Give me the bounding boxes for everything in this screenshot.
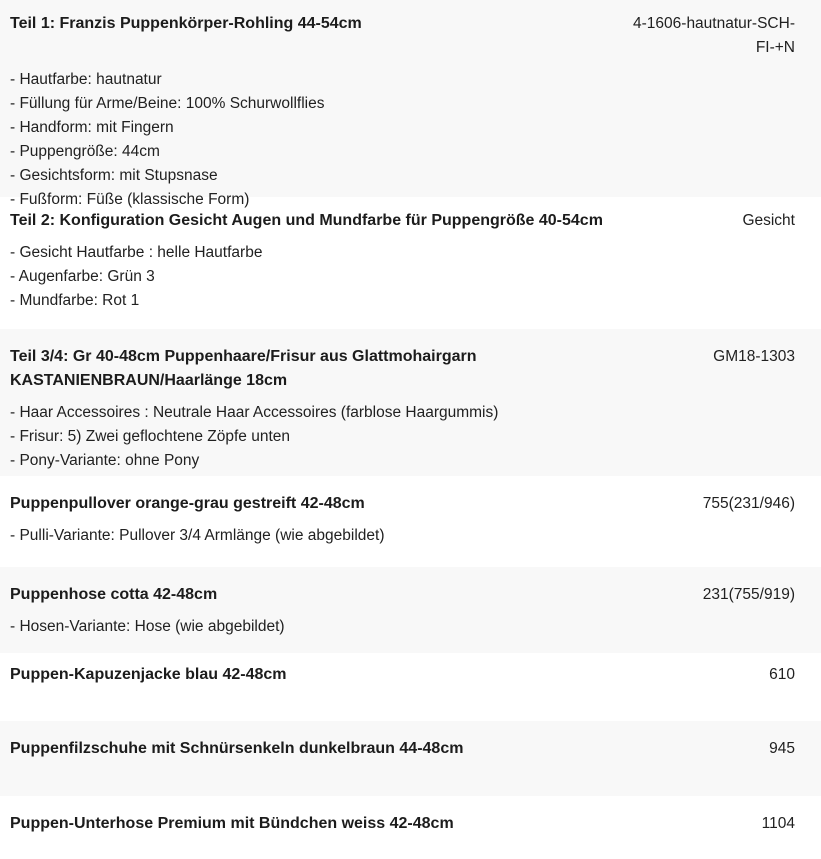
section-reference: 231(755/919) — [702, 586, 795, 603]
option-item: - Hosen-Variante: Hose (wie abgebildet) — [10, 618, 285, 635]
option-item: - Hautfarbe: hautnatur — [10, 71, 162, 88]
section-header — [10, 812, 795, 836]
config-section — [0, 476, 821, 567]
section-header — [10, 345, 795, 393]
config-section — [0, 567, 821, 653]
option-item: - Haar Accessoires : Neutrale Haar Accessoires (farblose Haargummis) — [10, 404, 499, 421]
config-section — [0, 197, 821, 329]
option-item: - Gesichtsform: mit Stupsnase — [10, 167, 218, 184]
section-header — [10, 209, 795, 233]
section-header — [10, 583, 795, 607]
option-list — [10, 615, 795, 639]
config-section — [0, 0, 821, 208]
option-list — [10, 524, 795, 548]
option-item: - Pulli-Variante: Pullover 3/4 Armlänge (wie abgebildet) — [10, 527, 385, 544]
config-section — [0, 796, 821, 859]
config-section — [0, 653, 821, 721]
section-reference: 4-1606-hautnatur-SCH-FI-+N — [633, 15, 795, 56]
section-header — [10, 492, 795, 516]
option-item: - Fußform: Füße (klassische Form) — [10, 191, 250, 208]
section-title: Teil 1: Franzis Puppenkörper-Rohling 44-54cm — [10, 15, 362, 32]
option-item: - Puppengröße: 44cm — [10, 143, 160, 160]
section-title: Puppen-Kapuzenjacke blau 42-48cm — [10, 666, 287, 683]
section-title: Puppenpullover orange-grau gestreift 42-48cm — [10, 495, 365, 512]
section-reference: GM18-1303 — [713, 348, 795, 365]
option-item: - Gesicht Hautfarbe : helle Hautfarbe — [10, 244, 263, 261]
section-reference: Gesicht — [742, 212, 795, 229]
option-list — [10, 241, 795, 313]
option-item: - Frisur: 5) Zwei geflochtene Zöpfe unten — [10, 428, 290, 445]
section-reference: 610 — [769, 666, 795, 683]
config-section — [0, 329, 821, 476]
section-header — [10, 12, 795, 60]
option-item: - Augenfarbe: Grün 3 — [10, 268, 155, 285]
option-list — [10, 68, 795, 212]
section-title: Puppen-Unterhose Premium mit Bündchen weiss 42-48cm — [10, 815, 454, 832]
option-item: - Pony-Variante: ohne Pony — [10, 452, 200, 469]
section-reference: 1104 — [761, 815, 795, 832]
section-header — [10, 663, 795, 687]
section-reference: 755(231/946) — [702, 495, 795, 512]
option-item: - Füllung für Arme/Beine: 100% Schurwollflies — [10, 95, 325, 112]
config-section — [0, 721, 821, 796]
section-title: Teil 3/4: Gr 40-48cm Puppenhaare/Frisur aus Glattmohairgarn KASTANIENBRAUN/Haarlänge 18cm — [10, 348, 477, 389]
option-item: - Handform: mit Fingern — [10, 119, 174, 136]
option-list — [10, 401, 795, 473]
section-reference: 945 — [769, 740, 795, 757]
section-title: Puppenfilzschuhe mit Schnürsenkeln dunkelbraun 44-48cm — [10, 740, 464, 757]
section-title: Teil 2: Konfiguration Gesicht Augen und Mundfarbe für Puppengröße 40-54cm — [10, 212, 603, 229]
section-title: Puppenhose cotta 42-48cm — [10, 586, 218, 603]
option-item: - Mundfarbe: Rot 1 — [10, 292, 140, 309]
section-header — [10, 737, 795, 761]
